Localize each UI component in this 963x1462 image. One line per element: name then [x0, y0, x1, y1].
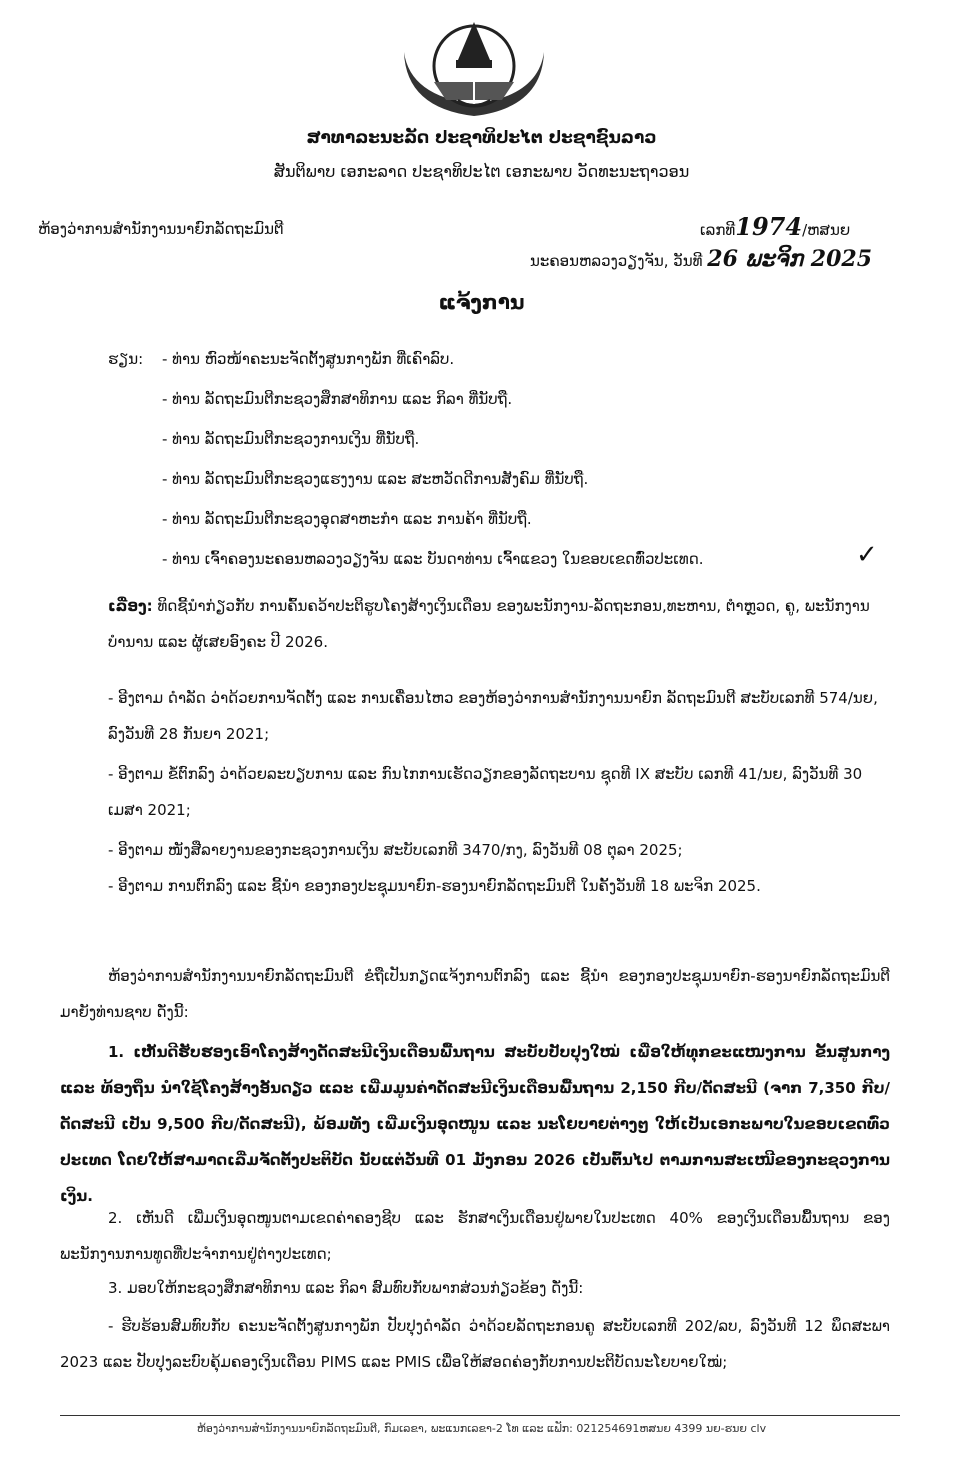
doc-number-prefix: ເລກທີ: [700, 221, 736, 239]
subject-text: ທິດຊີ້ນຳກ່ຽວກັບ ການຄົ້ນຄວ້າປະຕິຮູບໂຄງສ້າງເງິນເດືອນ ຂອງພະນັກງານ-ລັດຖະກອນ,ທະຫານ, ຕຳຫຼວດ, ຄູ, ພະນັກງານບຳນານ ແລະ ຜູ້ເສຍອົງຄະ ປີ 2026.: [108, 597, 870, 651]
country-line: ສາທາລະນະລັດ ປະຊາທິປະໄຕ ປະຊາຊົນລາວ: [306, 128, 657, 148]
motto-line: ສັນຕິພາບ ເອກະລາດ ປະຊາທິປະໄຕ ເອກະພາບ ວັດທະນະຖາວອນ: [273, 162, 690, 181]
footer: ຫ້ອງວ່າການສຳນັກງານນາຍົກລັດຖະມົນຕີ, ກົມເລຂາ, ພະແນກເລຂາ-2 ໂທ ແລະ ແຟັກ: 021254691ຫສນຍ 4399 ນຍ-ຮນຍ clv: [196, 1422, 767, 1435]
doc-number-suffix: /ຫສນຍ: [802, 221, 851, 239]
subject: [108, 588, 898, 660]
place-date: [530, 246, 872, 272]
reference-3: - ອີງຕາມ ໜັງສືລາຍງານຂອງກະຊວງການເງິນ ສະບັບເລກທີ 3470/ກງ, ລົງວັນທີ 08 ຕຸລາ 2025;: [108, 841, 683, 859]
place-date-prefix: ນະຄອນຫລວງວຽງຈັນ, ວັນທີ: [530, 252, 703, 270]
lao-national-emblem: [398, 12, 550, 118]
body-item-3: 3. ມອບໃຫ້ກະຊວງສຶກສາທິການ ແລະ ກິລາ ສົມທົບກັບພາກສ່ວນກ່ຽວຂ້ອງ ດັ່ງນີ້:: [108, 1279, 584, 1297]
to-label: ຮຽນ:: [108, 350, 144, 368]
document-title: ແຈ້ງການ: [438, 290, 525, 314]
body-intro: ຫ້ອງວ່າການສຳນັກງານນາຍົກລັດຖະມົນຕີ ຂໍຖືເປັນກຽດແຈ້ງການຕົກລົງ ແລະ ຊີ້ນຳ ຂອງກອງປະຊຸມນາຍົກ-ຮອງນາຍົກລັດຖະມົນຕີ ມາຍັງທ່ານຊາບ ດັ່ງນີ້:: [60, 967, 890, 1021]
date-handwritten: 26 ພະຈິກ 2025: [707, 246, 873, 272]
reference-4: - ອີງຕາມ ການຕົກລົງ ແລະ ຊີ້ນຳ ຂອງກອງປະຊຸມນາຍົກ-ຮອງນາຍົກລັດຖະມົນຕີ ໃນຄັ້ງວັນທີ 18 ພະຈິກ 2025.: [108, 877, 761, 895]
check-mark-icon: ✓: [856, 540, 878, 570]
recipient-1: - ທ່ານ ຫົວໜ້າຄະນະຈັດຕັ້ງສູນກາງພັກ ທີ່ເຄົາລົບ.: [162, 350, 455, 368]
body-item-2: 2. ເຫັນດີ ເພີ່ມເງິນອຸດໜູນຕາມເຂດຄ່າຄອງຊີບ ແລະ ຮັກສາເງິນເດືອນຢູ່ພາຍໃນປະເທດ 40% ຂອງເງິນເດືອນພື້ນຖານ ຂອງພະນັກງານການທູດທີ່ປະຈຳການຢູ່ຕ່າງປະເທດ;: [60, 1209, 890, 1263]
doc-number-handwritten: 1974: [735, 212, 803, 241]
recipient-2: - ທ່ານ ລັດຖະມົນຕີກະຊວງສຶກສາທິການ ແລະ ກິລາ ທີ່ນັບຖື.: [162, 390, 513, 408]
issuer: ຫ້ອງວ່າການສຳນັກງານນາຍົກລັດຖະມົນຕີ: [38, 220, 284, 238]
recipient-4: - ທ່ານ ລັດຖະມົນຕີກະຊວງແຮງງານ ແລະ ສະຫວັດດີການສັງຄົມ ທີ່ນັບຖື.: [162, 470, 589, 488]
recipient-6: - ທ່ານ ເຈົ້າຄອງນະຄອນຫລວງວຽງຈັນ ແລະ ບັນດາທ່ານ ເຈົ້າແຂວງ ໃນຂອບເຂດທົ່ວປະເທດ.: [162, 550, 704, 568]
footer-divider: [60, 1415, 900, 1416]
reference-1: - ອີງຕາມ ດຳລັດ ວ່າດ້ວຍການຈັດຕັ້ງ ແລະ ການເຄື່ອນໄຫວ ຂອງຫ້ອງວ່າການສຳນັກງານນາຍົກ ລັດຖະມົນຕີ ສະບັບເລກທີ 574/ນຍ, ລົງວັນທີ 28 ກັນຍາ 2021;: [108, 689, 878, 743]
body-item-1: 1. ເຫັນດີຮັບຮອງເອົາໂຄງສ້າງດັດສະນີເງິນເດືອນພື້ນຖານ ສະບັບປັບປຸງໃໝ່ ເພື່ອໃຫ້ທຸກຂະແໜງການ ຂັ້ນສູນກາງ ແລະ ທ້ອງຖິ່ນ ນຳໃຊ້ໂຄງສ້າງອັນດຽວ ແລະ ເພີ່ມມູນຄ່າດັດສະນີເງິນເດືອນພື້ນຖານ 2,150 ກີບ/ດັດສະນີ (ຈາກ 7,350 ກີບ/ດັດສະນີ ເປັນ 9,500 ກີບ/ດັດສະນີ), ພ້ອມທັງ ເພີ່ມເງິນອຸດໜູນ ແລະ ນະໂຍບາຍຕ່າງໆ ໃຫ້ເປັນເອກະພາບໃນຂອບເຂດທົ່ວປະເທດ ໂດຍໃຫ້ສາມາດເລີ່ມຈັດຕັ້ງປະຕິບັດ ນັບແຕ່ວັນທີ 01 ມັງກອນ 2026 ເປັນຕົ້ນໄປ ຕາມການສະເໜີຂອງກະຊວງການເງິນ.: [60, 1043, 890, 1205]
document-number: [700, 212, 850, 241]
body-item-3a: - ຮີບຮ້ອນສົມທົບກັບ ຄະນະຈັດຕັ້ງສູນກາງພັກ ປັບປຸງດຳລັດ ວ່າດ້ວຍລັດຖະກອນຄູ ສະບັບເລກທີ 202/ລບ, ລົງວັນທີ 12 ພຶດສະພາ 2023 ແລະ ປັບປຸງລະບົບຄຸ້ມຄອງເງິນເດືອນ PIMS ແລະ PMIS ເພື່ອໃຫ້ສອດຄ່ອງກັບການປະຕິບັດນະໂຍບາຍໃໝ່;: [60, 1317, 890, 1371]
reference-2: - ອີງຕາມ ຂໍ້ຕົກລົງ ວ່າດ້ວຍລະບຽບການ ແລະ ກົນໄກການເຮັດວຽກຂອງລັດຖະບານ ຊຸດທີ IX ສະບັບ ເລກທີ 41/ນຍ, ລົງວັນທີ 30 ເມສາ 2021;: [108, 765, 863, 819]
subject-label: ເລື່ອງ:: [108, 597, 153, 615]
recipient-5: - ທ່ານ ລັດຖະມົນຕີກະຊວງອຸດສາຫະກຳ ແລະ ການຄ້າ ທີ່ນັບຖື.: [162, 510, 532, 528]
recipient-3: - ທ່ານ ລັດຖະມົນຕີກະຊວງການເງິນ ທີ່ນັບຖື.: [162, 430, 420, 448]
